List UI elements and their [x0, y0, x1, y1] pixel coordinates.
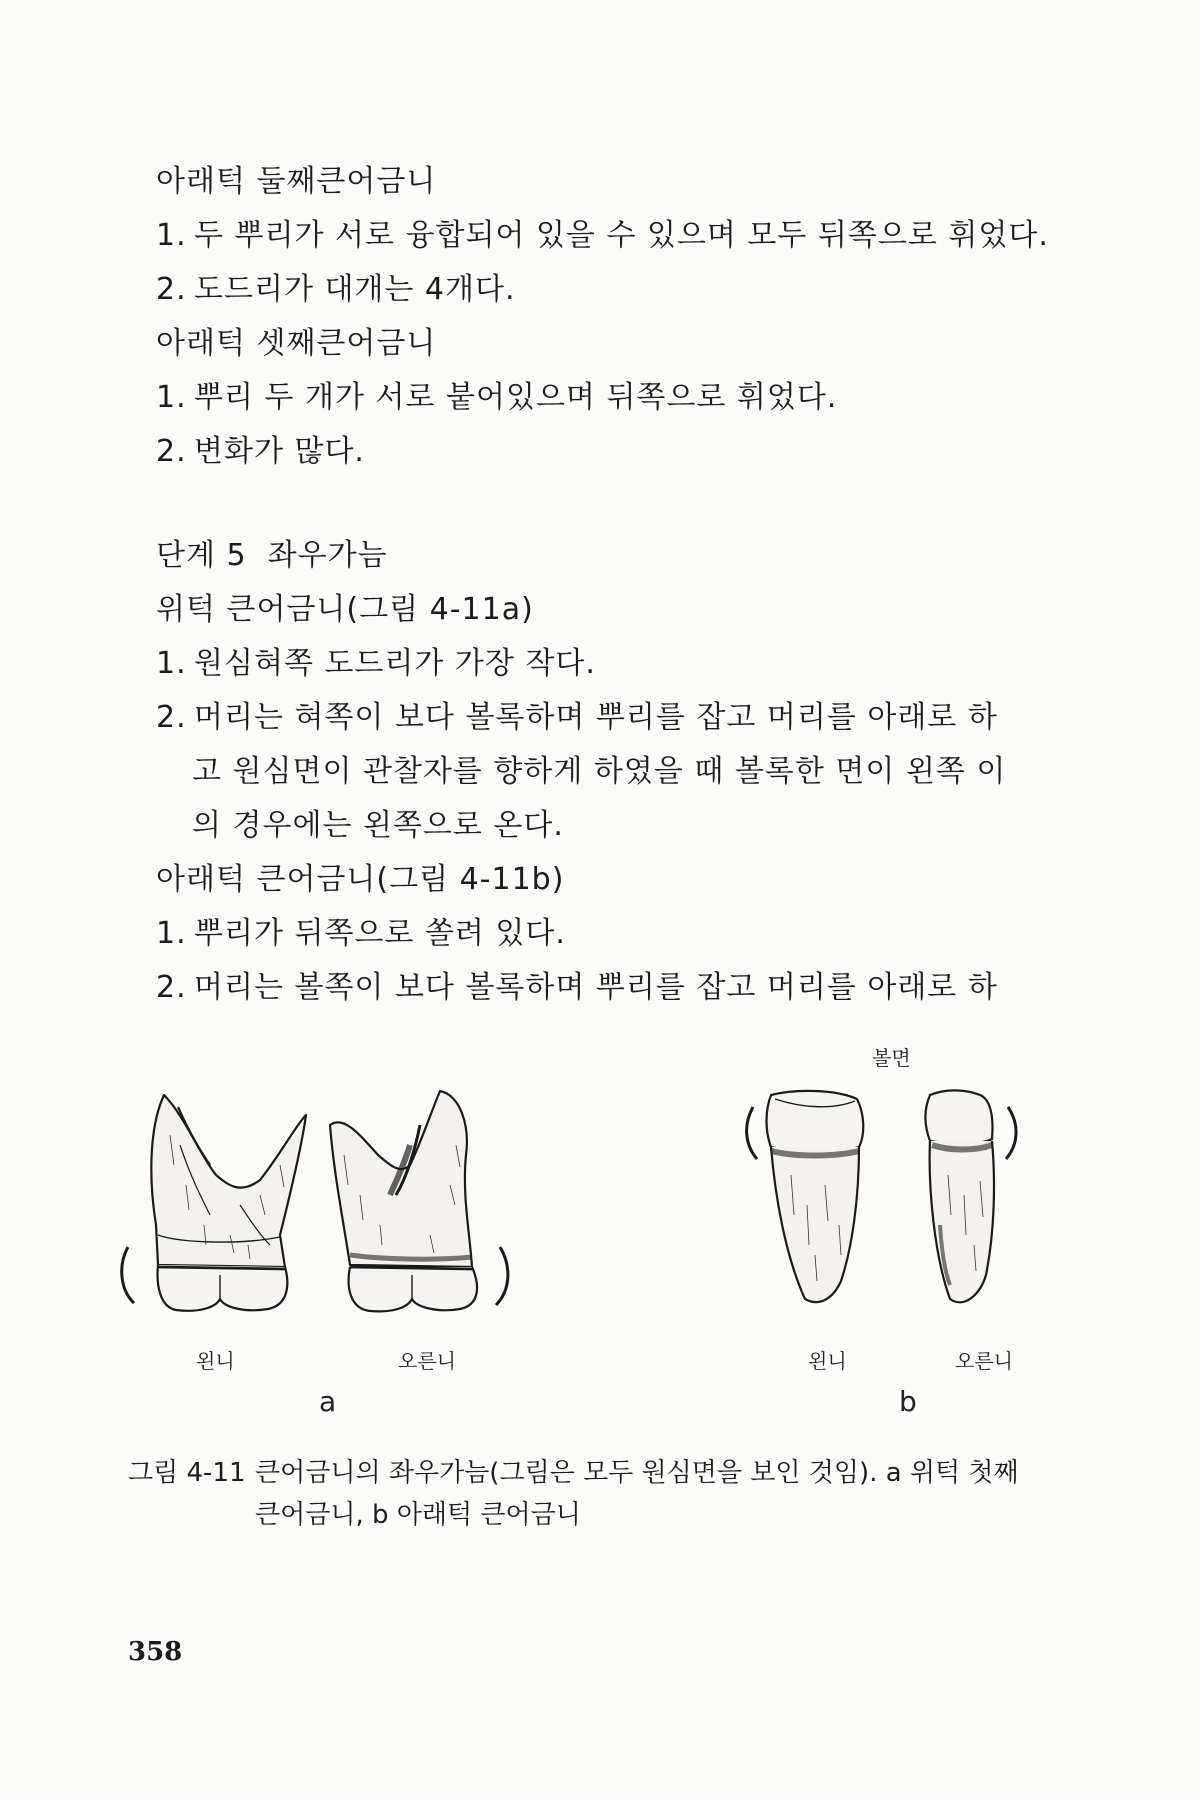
list-item: 1. 뿌리 두 개가 서로 붙어있으며 뒤쪽으로 휘었다.: [156, 380, 838, 415]
section-heading: 단계 5 좌우가늠: [156, 538, 388, 573]
panel-letter-b: b: [899, 1385, 917, 1418]
caption-line-1: 큰어금니의 좌우가늠(그림은 모두 원심면을 보인 것임). a 위턱 첫째: [255, 1458, 1019, 1488]
label-left-a: 왼니: [196, 1349, 235, 1373]
list-item: 1. 뿌리가 뒤쪽으로 쏠려 있다.: [156, 916, 566, 951]
upper-left-molar-drawing: [120, 1085, 310, 1320]
page-number: 358: [128, 1637, 183, 1667]
subheading-lower-molar: 아래턱 큰어금니(그림 4-11b): [156, 862, 565, 897]
list-item: 2. 머리는 볼쪽이 보다 볼록하며 뿌리를 잡고 머리를 아래로 하: [156, 970, 998, 1005]
list-item: 1. 두 뿌리가 서로 융합되어 있을 수 있으며 모두 뒤쪽으로 휘었다.: [156, 218, 1049, 253]
list-item: 2. 머리는 혀쪽이 보다 볼록하며 뿌리를 잡고 머리를 아래로 하: [156, 700, 998, 735]
label-left-b: 왼니: [808, 1349, 847, 1373]
buccal-surface-label: 볼면: [872, 1046, 911, 1070]
subheading-upper-molar: 위턱 큰어금니(그림 4-11a): [156, 592, 534, 627]
list-item-continuation: 고 원심면이 관찰자를 향하게 하였을 때 볼록한 면이 왼쪽 이: [192, 754, 1007, 789]
list-item: 1. 원심혀쪽 도드리가 가장 작다.: [156, 646, 596, 681]
list-item: 2. 도드리가 대개는 4개다.: [156, 272, 516, 307]
subheading-lower-third-molar: 아래턱 셋째큰어금니: [156, 326, 437, 361]
lower-left-molar-drawing: [735, 1085, 875, 1315]
upper-right-molar-drawing: [320, 1085, 520, 1320]
subheading-lower-second-molar: 아래턱 둘째큰어금니: [156, 164, 437, 199]
caption-label: 그림 4-11: [128, 1458, 246, 1488]
list-item-continuation: 의 경우에는 왼쪽으로 온다.: [192, 808, 564, 843]
label-right-b: 오른니: [955, 1349, 1013, 1373]
label-right-a: 오른니: [398, 1349, 456, 1373]
lower-right-molar-drawing: [890, 1085, 1030, 1315]
caption-line-2: 큰어금니, b 아래턱 큰어금니: [255, 1500, 581, 1530]
list-item: 2. 변화가 많다.: [156, 434, 365, 469]
panel-letter-a: a: [319, 1385, 337, 1418]
